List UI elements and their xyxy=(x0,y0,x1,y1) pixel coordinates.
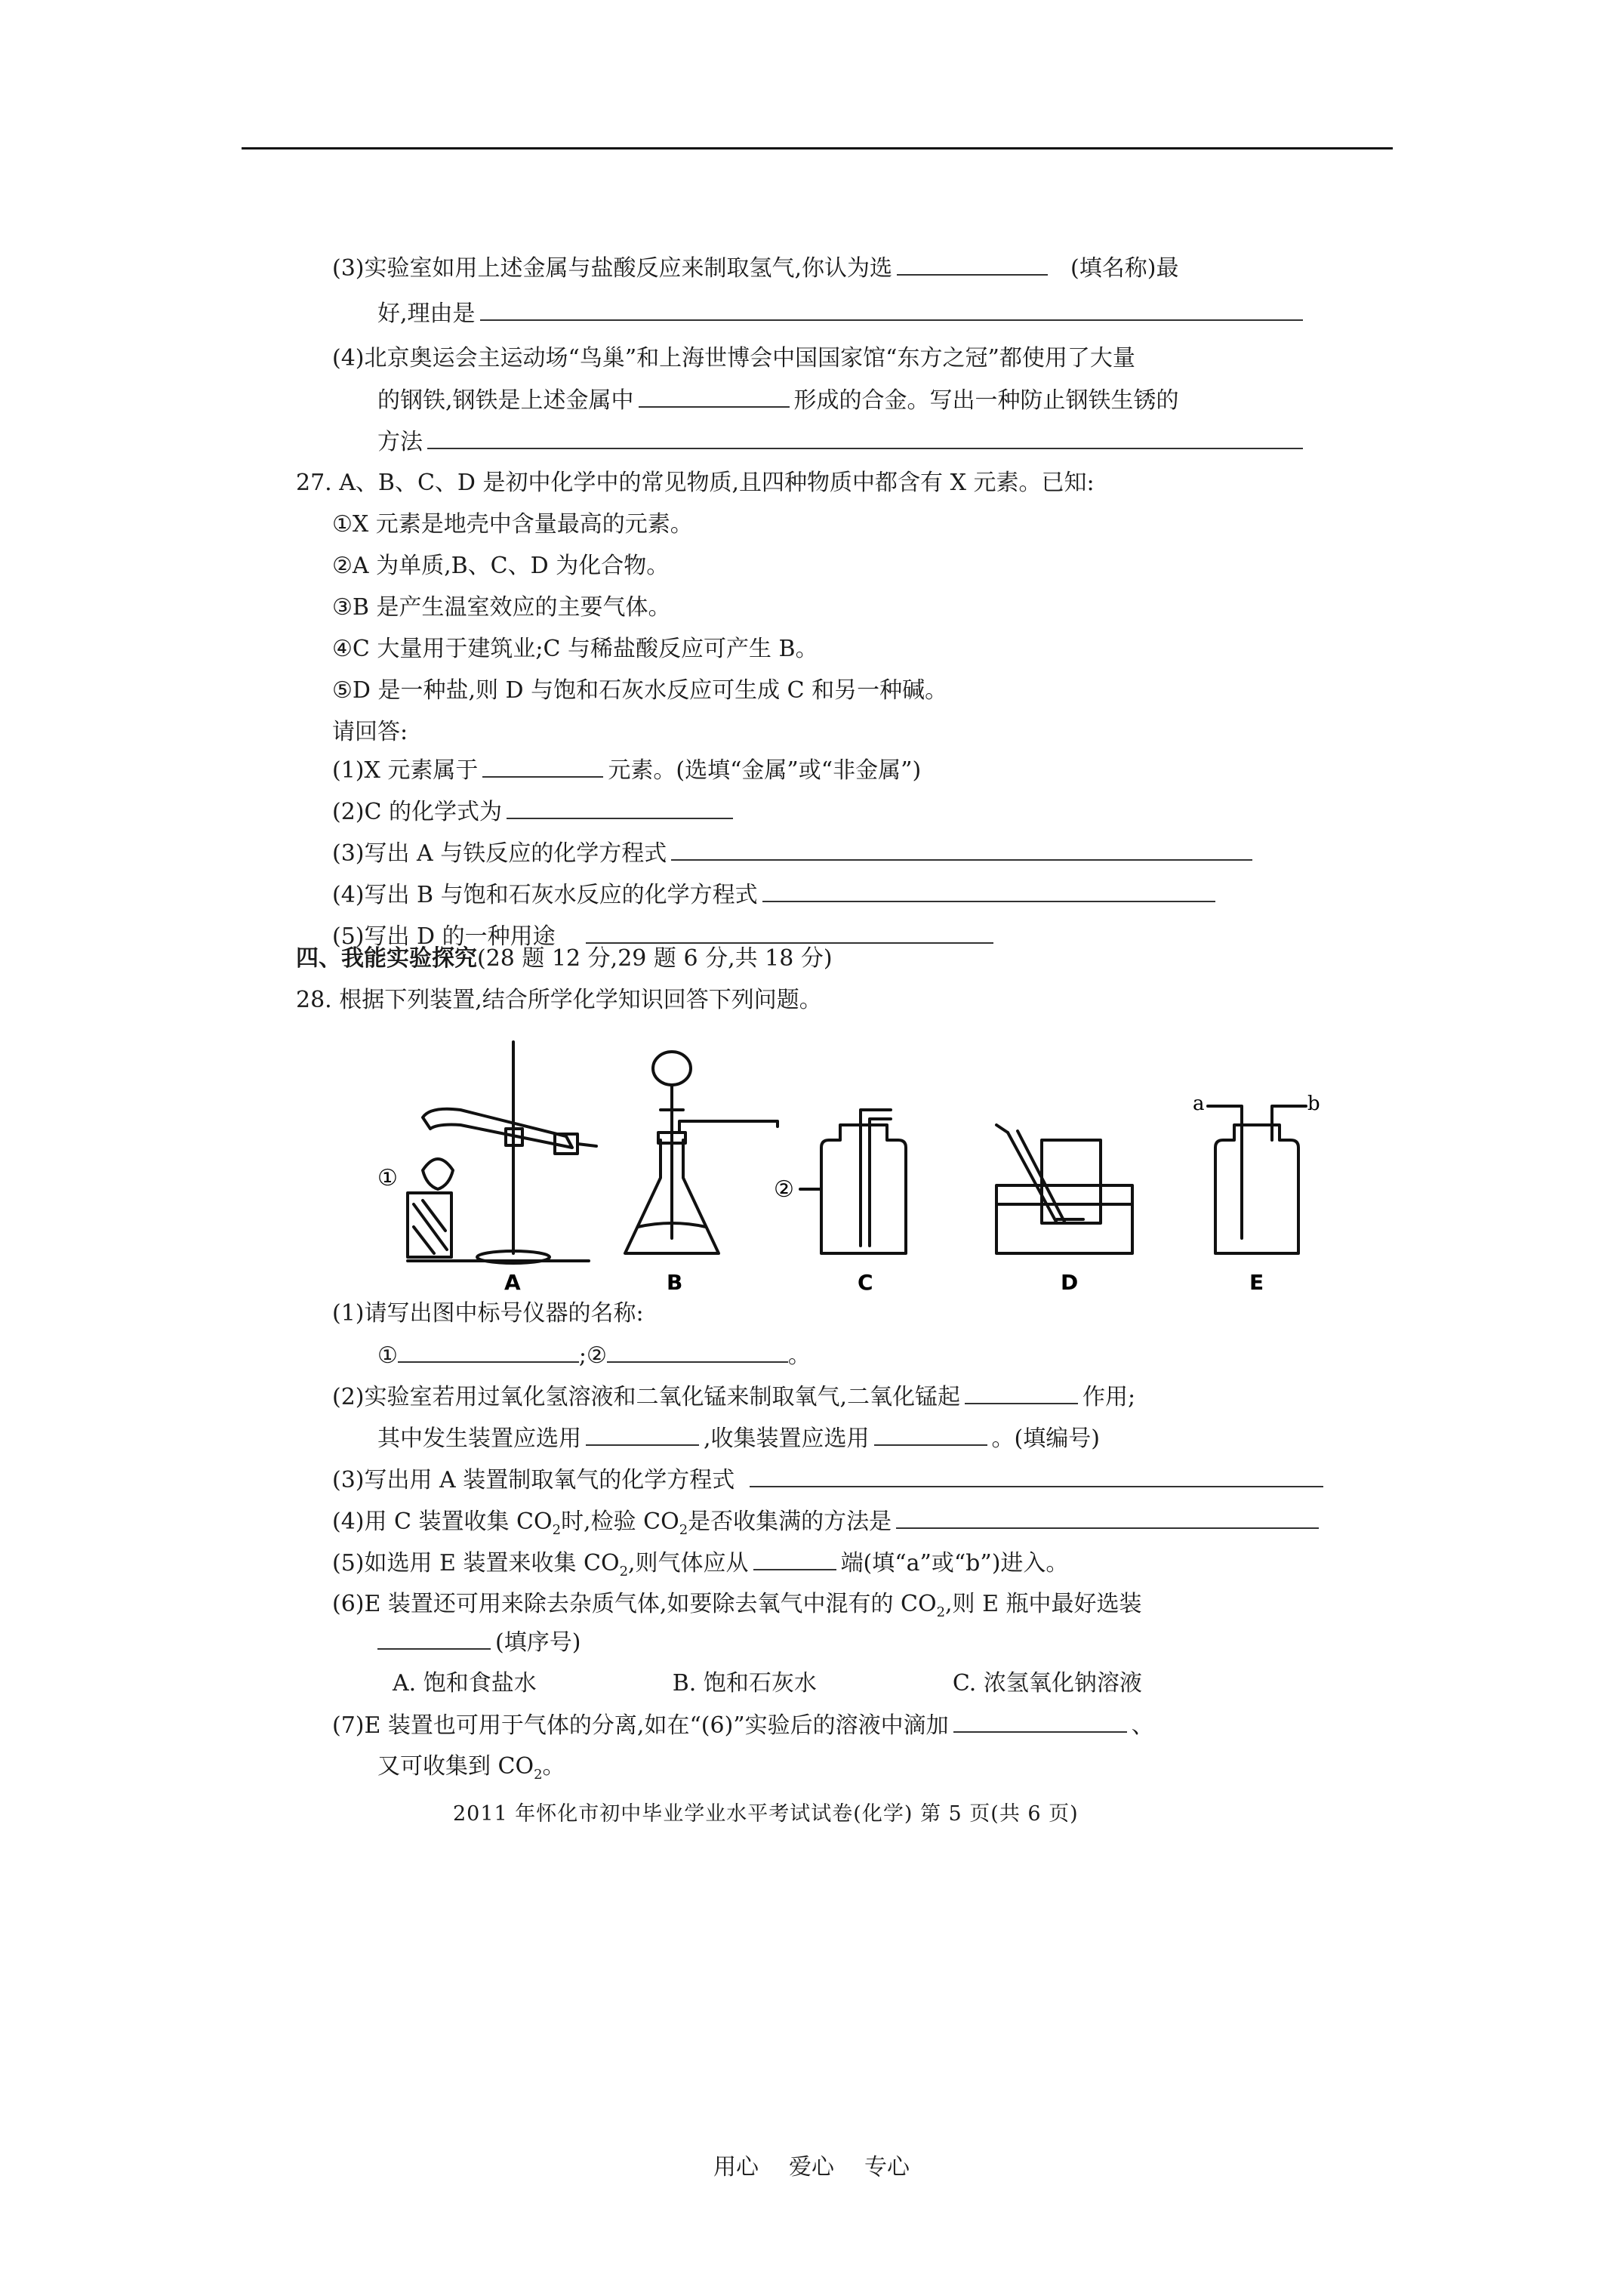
q27-condition-3: ③B 是产生温室效应的主要气体。 xyxy=(332,594,671,621)
q28-sub-1-answers: ① ;② 。 xyxy=(377,1340,811,1371)
header-rule xyxy=(242,147,1393,149)
apparatus-C-collection-bottle xyxy=(800,1110,906,1253)
q27-condition-2: ②A 为单质,B、C、D 为化合物。 xyxy=(332,553,670,579)
apparatus-B-flask-setup xyxy=(625,1052,778,1253)
figure-label-A: A xyxy=(504,1270,521,1295)
option-B: B. 饱和石灰水 xyxy=(672,1670,817,1697)
q27-condition-1: ①X 元素是地壳中含量最高的元素。 xyxy=(332,511,693,538)
answer-blank[interactable] xyxy=(750,1465,1323,1487)
q28-options xyxy=(393,1669,1142,1699)
q27-sub-5: (5)写出 D 的一种用途 xyxy=(332,921,993,952)
figure-label-D: D xyxy=(1061,1270,1079,1295)
figure-label-C: C xyxy=(858,1270,873,1295)
answer-blank[interactable] xyxy=(753,1548,836,1570)
answer-blank[interactable] xyxy=(398,1340,579,1363)
q28-sub-5: (5)如选用 E 装置来收集 $CO_2$,则气体应从 端(填“a”或“b”)进入。 xyxy=(332,1548,1068,1587)
q28-sub-1: (1)请写出图中标号仪器的名称: xyxy=(332,1300,644,1327)
q27-condition-5: ⑤D 是一种盐,则 D 与饱和石灰水反应可生成 C 和另一种碱。 xyxy=(332,677,948,704)
answer-blank[interactable] xyxy=(507,797,733,819)
q26-part4-line1: (4)北京奥运会主运动场“鸟巢”和上海世博会中国国家馆“东方之冠”都使用了大量 xyxy=(332,345,1135,371)
apparatus-D-water-trough xyxy=(996,1125,1132,1253)
answer-blank[interactable] xyxy=(897,253,1048,276)
q27-stem: 27. A、B、C、D 是初中化学中的常见物质,且四种物质中都含有 X 元素。已知: xyxy=(296,470,1095,496)
port-label-a: a xyxy=(1193,1093,1205,1115)
apparatus-E-two-port-bottle xyxy=(1208,1106,1306,1253)
answer-blank[interactable] xyxy=(762,880,1215,902)
section-4-heading: 四、我能实验探究(28 题 12 分,29 题 6 分,共 18 分) xyxy=(296,945,833,972)
page-footer: 2011 年怀化市初中毕业学业水平考试试卷(化学) 第 5 页(共 6 页) xyxy=(453,1802,1079,1826)
answer-blank[interactable] xyxy=(482,755,603,778)
figure-label-B: B xyxy=(667,1270,683,1295)
q28-sub-7-line1: (7)E 装置也可用于气体的分离,如在“(6)”实验后的溶液中滴加 、 xyxy=(332,1710,1154,1741)
figure-label-E: E xyxy=(1249,1270,1264,1295)
answer-blank[interactable] xyxy=(639,385,790,408)
answer-blank[interactable] xyxy=(607,1340,788,1363)
answer-blank[interactable] xyxy=(586,1423,699,1446)
q28-sub-6-line1: (6)E 装置还可用来除去杂质气体,如要除去氧气中混有的 $CO_2$,则 E 瓶中最好选装 xyxy=(332,1591,1142,1620)
answer-blank[interactable] xyxy=(480,298,1303,321)
port-label-b: b xyxy=(1307,1093,1320,1115)
marker-2: ② xyxy=(774,1176,794,1203)
answer-blank[interactable] xyxy=(427,427,1303,449)
q27-sub-1: (1)X 元素属于 元素。(选填“金属”或“非金属”) xyxy=(332,755,921,786)
answer-blank[interactable] xyxy=(896,1506,1319,1529)
q26-part3-line2: 好,理由是 xyxy=(377,298,1303,329)
answer-blank[interactable] xyxy=(671,838,1252,861)
q28-sub-6-line2: (填序号) xyxy=(377,1627,581,1658)
q27-condition-4: ④C 大量用于建筑业;C 与稀盐酸反应可产生 B。 xyxy=(332,636,818,662)
answer-blank[interactable] xyxy=(586,921,993,944)
q28-sub-4: (4)用 C 装置收集 $CO_2$时,检验 $CO_2$是否收集满的方法是 xyxy=(332,1506,1319,1546)
q26-part4-line3: 方法 xyxy=(377,427,1303,458)
answer-blank[interactable] xyxy=(874,1423,987,1446)
q27-sub-3: (3)写出 A 与铁反应的化学方程式 xyxy=(332,838,1252,869)
apparatus-A-heating-setup xyxy=(408,1042,596,1263)
q28-sub-2-line2: 其中发生装置应选用 ,收集装置应选用 。(填编号) xyxy=(377,1423,1100,1454)
q26-part3-line1: (3)实验室如用上述金属与盐酸反应来制取氢气,你认为选 (填名称)最 xyxy=(332,253,1178,284)
q26-part4-line2: 的钢铁,钢铁是上述金属中 形成的合金。写出一种防止钢铁生锈的 xyxy=(377,385,1179,416)
q28-sub-3: (3)写出用 A 装置制取氧气的化学方程式 xyxy=(332,1465,1323,1496)
lab-apparatus-figure xyxy=(377,1034,1320,1295)
q27-sub-2: (2)C 的化学式为 xyxy=(332,797,733,827)
q28-sub-2-line1: (2)实验室若用过氧化氢溶液和二氧化锰来制取氧气,二氧化锰起 作用; xyxy=(332,1382,1135,1413)
answer-blank[interactable] xyxy=(965,1382,1078,1404)
q27-sub-4: (4)写出 B 与饱和石灰水反应的化学方程式 xyxy=(332,880,1215,911)
option-A: A. 饱和食盐水 xyxy=(393,1670,537,1697)
option-C: C. 浓氢氧化钠溶液 xyxy=(952,1670,1142,1697)
q28-sub-7-line2: 又可收集到 $CO_2$。 xyxy=(377,1753,565,1783)
q28-stem: 28. 根据下列装置,结合所学化学知识回答下列问题。 xyxy=(296,987,822,1013)
answer-blank[interactable] xyxy=(377,1627,491,1650)
q27-prompt: 请回答: xyxy=(332,719,408,745)
bottom-slogan: 用心 爱心 专心 xyxy=(713,2154,910,2180)
answer-blank[interactable] xyxy=(953,1710,1127,1733)
marker-1: ① xyxy=(377,1165,398,1191)
